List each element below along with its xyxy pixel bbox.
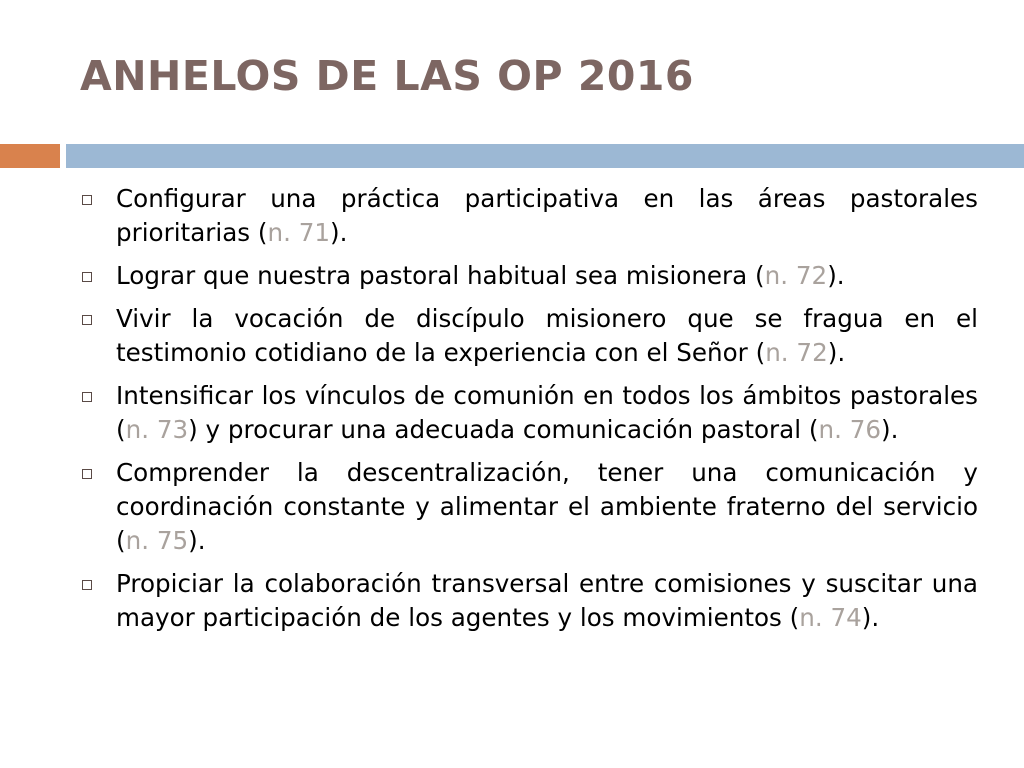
bullet-item-1	[78, 182, 978, 250]
hollow-square-bullet-icon	[82, 315, 92, 325]
bullet-tail: ).	[861, 603, 880, 632]
bullet-item-3	[78, 302, 978, 370]
bullet-text-middle: ) y procurar una adecuada comunicación pastoral (	[188, 415, 819, 444]
bullet-text: Lograr que nuestra pastoral habitual sea misionera (	[116, 261, 765, 290]
reference-number: n. 72	[765, 338, 828, 367]
accent-bar-orange	[0, 144, 60, 168]
reference-number: n. 72	[764, 261, 828, 290]
reference-number: n. 76	[818, 415, 882, 444]
accent-bar-blue	[66, 144, 1024, 168]
bullet-item-6	[78, 567, 978, 635]
reference-number: n. 75	[125, 526, 189, 555]
slide-title: ANHELOS DE LAS OP 2016	[80, 52, 694, 100]
bullet-item-2	[78, 259, 978, 293]
reference-number: n. 73	[125, 415, 189, 444]
hollow-square-bullet-icon	[82, 392, 92, 402]
bullet-list	[78, 182, 978, 644]
bullet-tail: ).	[188, 526, 206, 555]
hollow-square-bullet-icon	[82, 469, 92, 479]
reference-number: n. 74	[799, 603, 862, 632]
bullet-item-5	[78, 456, 978, 558]
bullet-tail: ).	[881, 415, 899, 444]
hollow-square-bullet-icon	[82, 195, 92, 205]
bullet-text: Vivir la vocación de discípulo misionero que se fragua en el testimonio cotidiano de la experiencia con el Señor (	[116, 304, 978, 367]
bullet-item-4	[78, 379, 978, 447]
reference-number: n. 71	[267, 218, 331, 247]
bullet-text: Intensificar los vínculos de comunión en todos los ámbitos pastorales (	[116, 381, 978, 444]
bullet-text: Propiciar la colaboración transversal entre comisiones y suscitar una mayor participación de los agentes y los movimientos (	[116, 569, 978, 632]
hollow-square-bullet-icon	[82, 580, 92, 590]
bullet-tail: ).	[330, 218, 348, 247]
bullet-tail: ).	[827, 261, 845, 290]
bullet-text: Configurar una práctica participativa en las áreas pastorales prioritarias (	[116, 184, 978, 247]
bullet-tail: ).	[827, 338, 846, 367]
hollow-square-bullet-icon	[82, 272, 92, 282]
bullet-text: Comprender la descentralización, tener una comunicación y coordinación constante y alimentar el ambiente fraterno del servicio (	[116, 458, 978, 555]
